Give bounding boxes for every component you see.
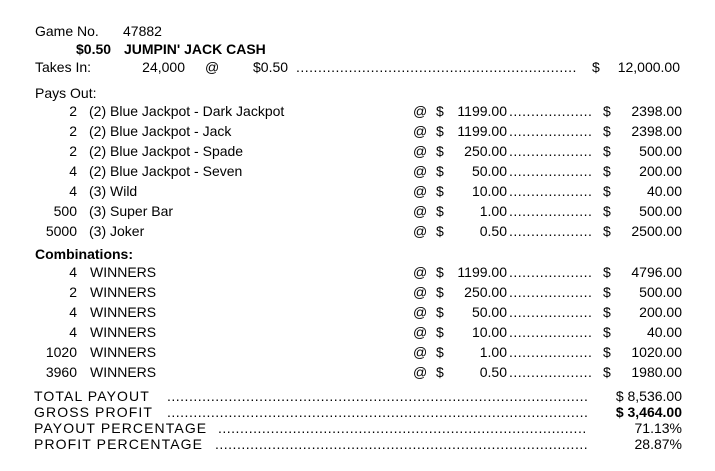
dot-leader: [509, 223, 591, 240]
game-no-label: Game No.: [35, 23, 99, 39]
row-description: (3) Wild: [89, 183, 138, 199]
row-price: 50.00: [471, 163, 507, 179]
row-currency: $: [436, 284, 444, 300]
row-currency: $: [603, 264, 611, 280]
takes-in-count: 24,000: [142, 59, 185, 75]
row-quantity: 2: [69, 284, 77, 300]
row-description: (3) Joker: [89, 223, 145, 239]
row-description: WINNERS: [90, 304, 157, 320]
row-currency: $: [436, 324, 444, 340]
payout-percentage-value: 71.13%: [634, 420, 682, 436]
takes-in-price: $0.50: [253, 59, 289, 75]
row-currency: $: [436, 123, 444, 139]
row-total: 2398.00: [631, 123, 682, 139]
row-quantity: 3960: [45, 364, 77, 380]
row-at: @: [413, 223, 428, 239]
row-price: 1199.00: [457, 264, 507, 280]
row-description: (3) Super Bar: [89, 203, 174, 219]
row-currency: $: [436, 264, 444, 280]
gross-profit-value: $ 3,464.00: [615, 404, 682, 420]
row-total: 200.00: [639, 304, 682, 320]
row-currency: $: [436, 364, 444, 380]
dot-leader: [509, 183, 591, 200]
denomination: $0.50: [76, 41, 112, 57]
row-quantity: 2: [69, 123, 77, 139]
row-currency: $: [603, 163, 611, 179]
row-at: @: [413, 304, 428, 320]
row-price: 50.00: [471, 304, 507, 320]
row-at: @: [413, 344, 428, 360]
dot-leader: [167, 388, 587, 405]
row-total: 500.00: [639, 143, 682, 159]
row-currency: $: [603, 223, 611, 239]
dot-leader: [509, 324, 591, 341]
takes-in-label: Takes In:: [35, 59, 92, 75]
row-currency: $: [436, 223, 444, 239]
takes-in-currency: $: [592, 59, 600, 75]
row-at: @: [413, 183, 428, 199]
row-description: WINNERS: [90, 284, 157, 300]
row-at: @: [413, 364, 428, 380]
row-total: 4796.00: [631, 264, 682, 280]
row-total: 2500.00: [631, 223, 682, 239]
row-at: @: [413, 284, 428, 300]
gross-profit-label: GROSS PROFIT: [34, 404, 153, 420]
row-currency: $: [436, 183, 444, 199]
row-price: 1199.00: [457, 123, 507, 139]
row-total: 200.00: [639, 163, 682, 179]
dot-leader: [509, 203, 591, 220]
row-at: @: [413, 324, 428, 340]
row-price: 1.00: [479, 203, 507, 219]
row-description: (2) Blue Jackpot - Seven: [89, 163, 243, 179]
total-payout-value: $ 8,536.00: [615, 388, 682, 404]
row-price: 1.00: [479, 344, 507, 360]
row-currency: $: [603, 183, 611, 199]
row-quantity: 1020: [45, 344, 77, 360]
dot-leader: [509, 304, 591, 321]
dot-leader: [296, 59, 578, 76]
row-currency: $: [436, 163, 444, 179]
row-price: 0.50: [479, 364, 507, 380]
row-price: 10.00: [471, 324, 507, 340]
row-price: 10.00: [471, 183, 507, 199]
row-currency: $: [603, 364, 611, 380]
row-description: WINNERS: [90, 364, 157, 380]
dot-leader: [167, 404, 587, 421]
row-currency: $: [436, 143, 444, 159]
total-payout-label: TOTAL PAYOUT: [34, 388, 150, 404]
row-currency: $: [603, 123, 611, 139]
row-currency: $: [603, 203, 611, 219]
row-currency: $: [603, 284, 611, 300]
row-at: @: [413, 143, 428, 159]
dot-leader: [509, 143, 591, 160]
pays-out-label: Pays Out:: [35, 85, 97, 101]
payout-percentage-label: PAYOUT PERCENTAGE: [34, 420, 208, 436]
row-quantity: 2: [69, 103, 77, 119]
row-currency: $: [603, 344, 611, 360]
row-quantity: 500: [53, 203, 77, 219]
dot-leader: [218, 420, 587, 437]
row-description: (2) Blue Jackpot - Dark Jackpot: [89, 103, 285, 119]
row-currency: $: [603, 324, 611, 340]
row-currency: $: [603, 103, 611, 119]
row-total: 500.00: [639, 284, 682, 300]
dot-leader: [509, 103, 591, 120]
row-description: WINNERS: [90, 324, 157, 340]
takes-in-at: @: [205, 59, 220, 75]
row-total: 1020.00: [631, 344, 682, 360]
row-currency: $: [436, 344, 444, 360]
combinations-label: Combinations:: [35, 246, 133, 262]
row-quantity: 5000: [45, 223, 77, 239]
row-total: 40.00: [646, 324, 682, 340]
dot-leader: [509, 344, 591, 361]
dot-leader: [509, 163, 591, 180]
row-total: 500.00: [639, 203, 682, 219]
row-at: @: [413, 264, 428, 280]
dot-leader: [509, 264, 591, 281]
row-quantity: 4: [69, 163, 77, 179]
row-quantity: 4: [69, 304, 77, 320]
game-no: 47882: [123, 23, 162, 39]
game-name: JUMPIN' JACK CASH: [124, 41, 266, 57]
row-quantity: 4: [69, 324, 77, 340]
row-at: @: [413, 203, 428, 219]
row-currency: $: [603, 143, 611, 159]
row-total: 1980.00: [631, 364, 682, 380]
row-description: (2) Blue Jackpot - Jack: [89, 123, 232, 139]
row-price: 250.00: [464, 143, 507, 159]
row-quantity: 2: [69, 143, 77, 159]
row-quantity: 4: [69, 264, 77, 280]
row-at: @: [413, 123, 428, 139]
row-at: @: [413, 163, 428, 179]
profit-percentage-label: PROFIT PERCENTAGE: [34, 436, 204, 452]
row-at: @: [413, 103, 428, 119]
row-description: WINNERS: [90, 344, 157, 360]
dot-leader: [509, 284, 591, 301]
row-price: 1199.00: [457, 103, 507, 119]
takes-in-total: 12,000.00: [617, 59, 680, 75]
row-price: 250.00: [464, 284, 507, 300]
row-description: (2) Blue Jackpot - Spade: [89, 143, 244, 159]
dot-leader: [215, 436, 587, 453]
row-total: 2398.00: [631, 103, 682, 119]
row-currency: $: [436, 304, 444, 320]
row-total: 40.00: [646, 183, 682, 199]
row-currency: $: [603, 304, 611, 320]
row-currency: $: [436, 103, 444, 119]
row-quantity: 4: [69, 183, 77, 199]
dot-leader: [509, 123, 591, 140]
row-description: WINNERS: [90, 264, 157, 280]
row-price: 0.50: [479, 223, 507, 239]
profit-percentage-value: 28.87%: [634, 436, 682, 452]
row-currency: $: [436, 203, 444, 219]
dot-leader: [509, 364, 591, 381]
